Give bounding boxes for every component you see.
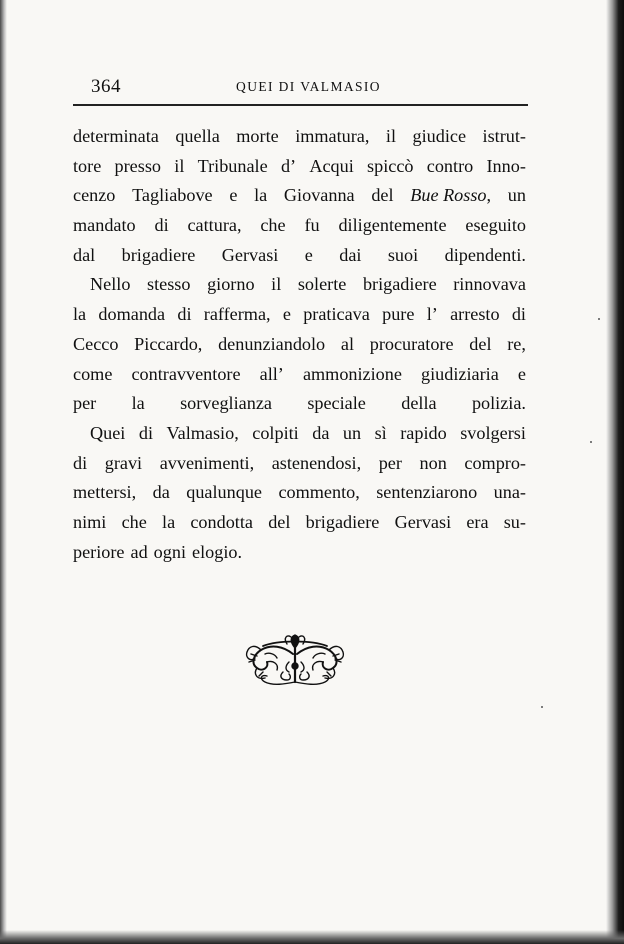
paper-speck (598, 318, 600, 320)
word: su- (503, 511, 526, 532)
word: rinnovava (453, 274, 526, 295)
word: di (73, 452, 88, 473)
text-line (73, 304, 526, 334)
word: contro (426, 155, 474, 176)
word: presso (114, 155, 162, 176)
word: polizia. (471, 393, 526, 414)
word: e (304, 244, 313, 265)
word: domanda (98, 304, 166, 325)
word: colpiti (252, 422, 299, 443)
page-header (73, 72, 528, 100)
word: ad (130, 541, 148, 562)
word: e (229, 185, 238, 206)
word: come (73, 363, 113, 384)
word: istrut- (482, 126, 526, 146)
text-line (73, 215, 526, 245)
word: dipendenti. (444, 244, 526, 265)
word: di (138, 422, 154, 443)
word: l’ (426, 304, 438, 325)
word: Gervasi (394, 511, 452, 532)
word: praticava (303, 304, 370, 325)
word: spiccò (367, 155, 414, 176)
word: gravi (104, 452, 143, 473)
word: determinata (73, 126, 159, 146)
word: Tribunale (197, 155, 268, 176)
word: quella (175, 126, 220, 146)
word: non (419, 452, 447, 473)
word: speciale (307, 393, 366, 414)
word: di (511, 304, 526, 325)
word: suoi (387, 244, 419, 265)
word: per (378, 452, 402, 473)
word: una- (493, 482, 526, 503)
word: del (371, 185, 394, 206)
paper-speck (590, 441, 592, 443)
word: la (131, 393, 145, 414)
text-line (73, 156, 526, 186)
word: compro- (464, 452, 526, 473)
word: contravventore (131, 363, 241, 384)
word: un (507, 185, 526, 206)
word: brigadiere (362, 274, 437, 295)
page-right-edge-shadow (606, 0, 624, 944)
text-line (73, 245, 526, 275)
word: condotta (190, 511, 253, 532)
word: ogni (153, 541, 187, 562)
word: Gervasi (221, 244, 279, 265)
word: che (121, 511, 147, 532)
word: del (268, 511, 291, 532)
text-line (73, 423, 526, 453)
word: procuratore (369, 333, 454, 354)
word: pure (382, 304, 415, 325)
word: Nello (90, 274, 131, 295)
word: denunziandolo (218, 333, 326, 354)
word: Quei (90, 422, 126, 443)
word: rafferma, (203, 304, 271, 325)
word: mettersi, (73, 482, 137, 503)
text-line (73, 274, 526, 304)
word: la (162, 511, 176, 532)
word: svolgersi (460, 422, 526, 443)
word: rapido (400, 422, 447, 443)
word: qualunque (186, 482, 262, 503)
word: solerte (297, 274, 347, 295)
word: della (401, 393, 437, 414)
word: tore (73, 155, 102, 176)
word: Piccardo, (134, 333, 203, 354)
word: era (466, 511, 489, 532)
word: Tagliabove (132, 185, 213, 206)
word: giorno (207, 274, 255, 295)
word: periore (73, 541, 125, 562)
word: all’ (259, 363, 284, 384)
word: e (282, 304, 291, 325)
word: il (271, 274, 282, 295)
running-title: QUEI DI VALMASIO (236, 79, 381, 94)
word: Acqui (309, 155, 354, 176)
word: sentenziarono (376, 482, 478, 503)
word: eseguito (465, 215, 526, 236)
word: Valmasio, (166, 422, 239, 443)
word: brigadiere (121, 244, 196, 265)
word: dal (73, 244, 96, 265)
word: cattura, (187, 215, 242, 236)
word: da (312, 422, 330, 443)
word: elogio. (192, 541, 243, 562)
word: giudice (412, 126, 467, 146)
text-line (73, 334, 526, 364)
word: cenzo (73, 185, 116, 206)
body-text (73, 126, 526, 571)
text-line (73, 185, 526, 215)
word: nimi (73, 511, 107, 532)
word: di (154, 215, 169, 236)
floral-vignette-icon (243, 632, 347, 688)
word: immatura, (295, 126, 370, 146)
word: Giovanna (283, 185, 355, 206)
word: il (174, 155, 185, 176)
text-line (73, 393, 526, 423)
word: per (73, 393, 97, 414)
word: Cecco (73, 333, 119, 354)
word: morte (236, 126, 279, 146)
word: dai (339, 244, 362, 265)
word: brigadiere (305, 511, 380, 532)
header-rule (73, 104, 528, 106)
word: da (152, 482, 170, 503)
word: la (73, 304, 87, 325)
word: giudiziaria (421, 363, 499, 384)
word: del (469, 333, 492, 354)
word: il (385, 126, 397, 146)
word: la (254, 185, 268, 206)
word: arresto (450, 304, 500, 325)
word: sorveglianza (180, 393, 272, 414)
word: avvenimenti, (159, 452, 255, 473)
word: Bue Rosso, (410, 185, 492, 206)
text-line (73, 126, 526, 156)
word: sì (374, 422, 387, 443)
word: mandato (73, 215, 136, 236)
text-line (73, 453, 526, 483)
text-line (73, 364, 526, 394)
word: fu (304, 215, 320, 236)
word: diligentemente (338, 215, 447, 236)
word: e (517, 363, 526, 384)
page-left-edge-shadow (0, 0, 7, 944)
word: che (260, 215, 286, 236)
word: astenendosi, (271, 452, 362, 473)
text-line (73, 482, 526, 512)
page-bottom-edge-shadow (0, 930, 624, 944)
text-line (73, 512, 526, 542)
word: d’ (280, 155, 297, 176)
word: ammonizione (302, 363, 402, 384)
word: di (177, 304, 192, 325)
word: al (340, 333, 355, 354)
word: re, (507, 333, 526, 354)
word: un (342, 422, 362, 443)
word: stesso (147, 274, 191, 295)
word: Inno- (486, 155, 526, 176)
word: commento, (278, 482, 360, 503)
page-number: 364 (91, 76, 121, 97)
text-line (73, 542, 526, 572)
paper-speck (541, 706, 543, 708)
